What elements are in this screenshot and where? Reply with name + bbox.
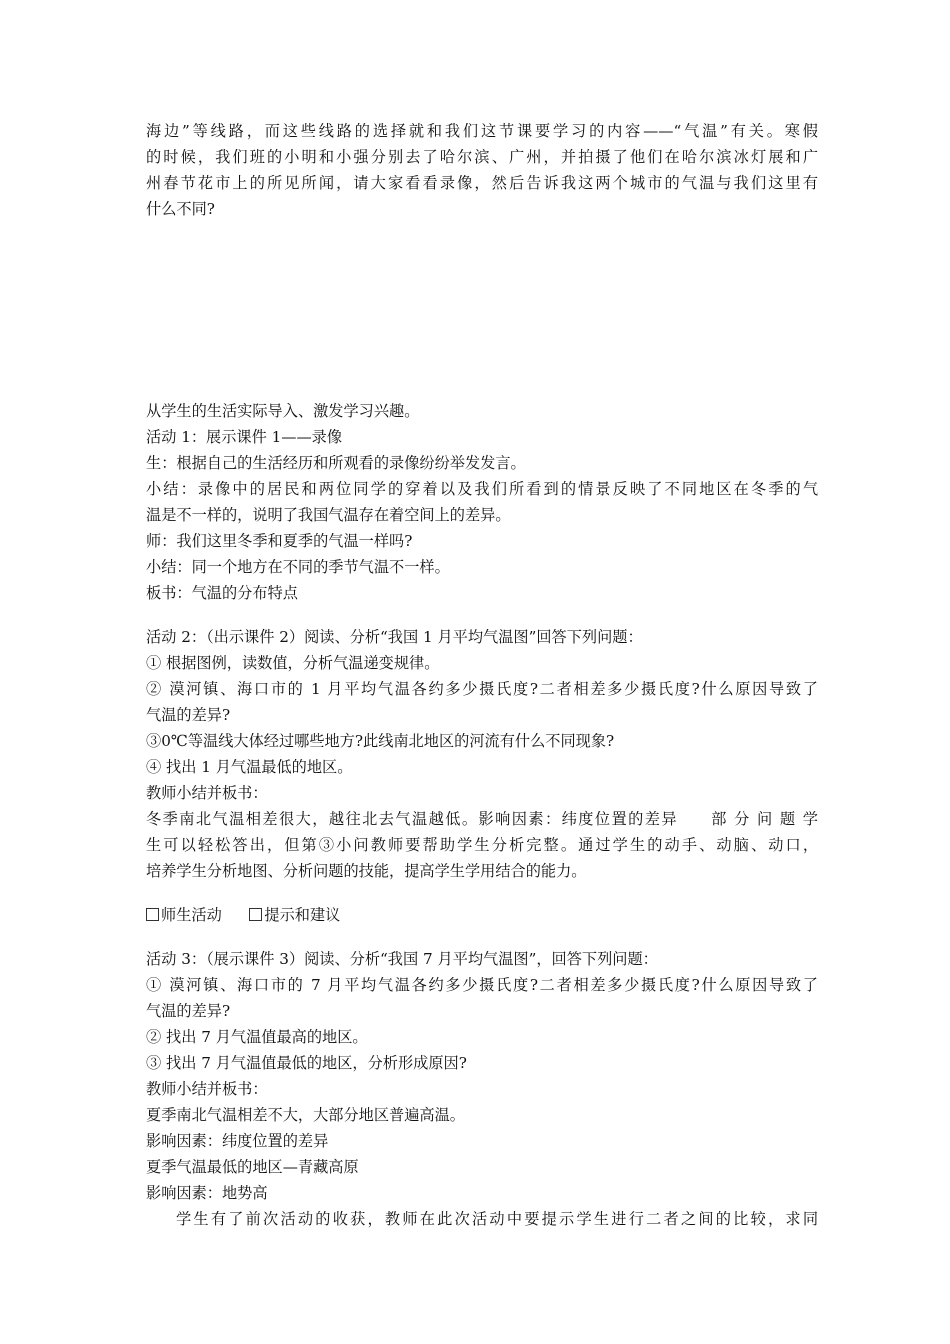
text-line: ④ 找出 1 月气温最低的地区。 [146,758,353,776]
checkbox-icon [249,908,262,921]
text-line: 气温的差异? [146,1002,231,1020]
text-line: 学生有了前次活动的收获，教师在此次活动中要提示学生进行二者之间的比较，求同 [176,1210,818,1228]
text-line: 生：根据自己的生活经历和所观看的录像纷纷举发发言。 [146,454,526,472]
text-line: 活动 1：展示课件 1——录像 [146,428,343,446]
checkbox-icon [146,908,159,921]
text-line: 活动 2：（出示课件 2）阅读、分析“我国 1 月平均气温图”回答下列问题： [146,628,643,646]
text-line: 温是不一样的，说明了我国气温存在着空间上的差异。 [146,506,511,524]
text-line: 小结：录像中的居民和两位同学的穿着以及我们所看到的情景反映了不同地区在冬季的气 [146,480,818,498]
text-line: 师：我们这里冬季和夏季的气温一样吗? [146,532,413,550]
text-line: 生可以轻松答出，但第③小问教师要帮助学生分析完整。通过学生的动手、动脑、动口， [146,836,818,854]
text-line: 冬季南北气温相差很大，越往北去气温越低。影响因素：纬度位置的差异 部 分 问 题 学 [146,810,818,828]
text-line: ② 漠河镇、海口市的 1 月平均气温各约多少摄氏度?二者相差多少摄氏度?什么原因导致了 [146,680,818,698]
text-line: 夏季气温最低的地区—青藏高原 [146,1158,359,1176]
text-line: 小结：同一个地方在不同的季节气温不一样。 [146,558,450,576]
text-line: 州春节花市上的所见所闻，请大家看看录像，然后告诉我这两个城市的气温与我们这里有 [146,174,818,192]
text-line: 活动 3：（展示课件 3）阅读、分析“我国 7 月平均气温图”，回答下列问题： [146,950,658,968]
text-line: 的时候，我们班的小明和小强分别去了哈尔滨、广州，并拍摄了他们在哈尔滨冰灯展和广 [146,148,818,166]
text-line: 什么不同? [146,200,215,218]
text-line: 教师小结并板书： [146,1080,268,1098]
text-line: ① 漠河镇、海口市的 7 月平均气温各约多少摄氏度?二者相差多少摄氏度?什么原因导致了 [146,976,818,994]
text-line: ② 找出 7 月气温值最高的地区。 [146,1028,368,1046]
text-line: 影响因素：地势高 [146,1184,268,1202]
column-label: 师生活动 [161,906,222,924]
text-line: 板书：气温的分布特点 [146,584,298,602]
text-line: 教师小结并板书： [146,784,268,802]
text-line: 海边”等线路，而这些线路的选择就和我们这节课要学习的内容——“气温”有关。寒假 [146,122,818,140]
text-line: 夏季南北气温相差不大，大部分地区普遍高温。 [146,1106,465,1124]
text-line: ① 根据图例，读数值，分析气温递变规律。 [146,654,440,672]
text-line: 影响因素：纬度位置的差异 [146,1132,329,1150]
table-header-row [146,905,818,925]
text-line: ③0℃等温线大体经过哪些地方?此线南北地区的河流有什么不同现象? [146,732,615,750]
text-line: ③ 找出 7 月气温值最低的地区，分析形成原因? [146,1054,467,1072]
column-label: 提示和建议 [264,906,341,924]
text-line: 培养学生分析地图、分析问题的技能，提高学生学用结合的能力。 [146,862,587,880]
text-line: 气温的差异? [146,706,231,724]
text-line: 从学生的生活实际导入、激发学习兴趣。 [146,402,420,420]
